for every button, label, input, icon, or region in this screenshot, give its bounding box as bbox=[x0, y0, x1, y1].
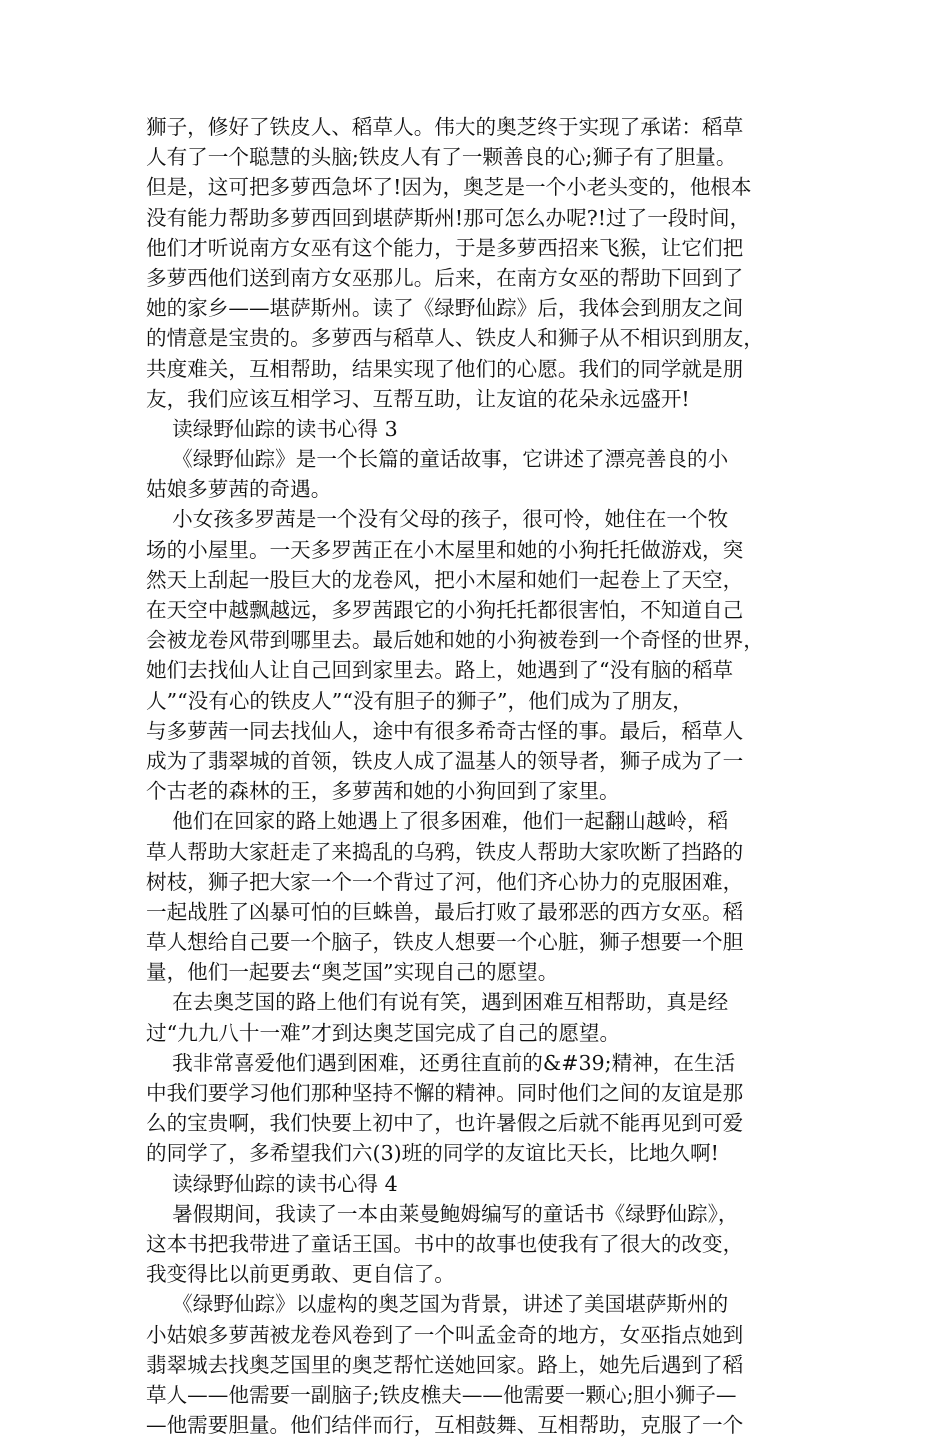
text-line: 的同学了，多希望我们六(3)班的同学的友谊比天长，比地久啊! bbox=[146, 1141, 719, 1166]
text-line: 《绿野仙踪》以虚构的奥芝国为背景，讲述了美国堪萨斯州的 bbox=[146, 1292, 729, 1317]
text-line: 在天空中越飘越远，多罗茜跟它的小狗托托都很害怕，不知道自己 bbox=[146, 598, 744, 622]
text-line: 场的小屋里。一天多罗茜正在小木屋里和她的小狗托托做游戏，突 bbox=[146, 537, 744, 562]
text-line: 成为了翡翠城的首领，铁皮人成了温基人的领导者，狮子成为了一 bbox=[146, 748, 744, 773]
text-line: 我变得比以前更勇敢、更自信了。 bbox=[146, 1262, 455, 1287]
text-line: 他们才听说南方女巫有这个能力，于是多萝西招来飞猴，让它们把 bbox=[146, 235, 744, 260]
text-line: 翡翠城去找奥芝国里的奥芝帮忙送她回家。路上，她先后遇到了稻 bbox=[146, 1352, 744, 1377]
text-line: 小姑娘多萝茜被龙卷风卷到了一个叫孟金奇的地方，女巫指点她到 bbox=[146, 1322, 744, 1347]
text-line: 《绿野仙踪》是一个长篇的童话故事，它讲述了漂亮善良的小 bbox=[146, 447, 729, 472]
text-line: 她的家乡——堪萨斯州。读了《绿野仙踪》后，我体会到朋友之间 bbox=[146, 296, 744, 321]
text-line: 共度难关，互相帮助，结果实现了他们的心愿。我们的同学就是朋 bbox=[146, 356, 744, 381]
text-line: 他们在回家的路上她遇上了很多困难，他们一起翻山越岭，稻 bbox=[146, 809, 729, 834]
text-line: 人”“没有心的铁皮人”“没有胆子的狮子”，他们成为了朋友， bbox=[146, 688, 693, 713]
text-line: 这本书把我带进了童话王国。书中的故事也使我有了很大的改变， bbox=[146, 1231, 744, 1256]
text-line: 暑假期间，我读了一本由莱曼鲍姆编写的童话书《绿野仙踪》， bbox=[146, 1201, 739, 1226]
text-line: 多萝西他们送到南方女巫那儿。后来，在南方女巫的帮助下回到了 bbox=[146, 265, 744, 290]
text-line: —他需要胆量。他们结伴而行，互相鼓舞、互相帮助，克服了一个 bbox=[146, 1413, 744, 1438]
text-line: 狮子，修好了铁皮人、稻草人。伟大的奥芝终于实现了承诺：稻草 bbox=[146, 115, 744, 139]
text-line: 么的宝贵啊，我们快要上初中了，也许暑假之后就不能再见到可爱 bbox=[146, 1111, 744, 1136]
text-line: 但是，这可把多萝西急坏了!因为，奥芝是一个小老头变的，他根本 bbox=[146, 175, 752, 200]
text-line: 草人想给自己要一个脑子，铁皮人想要一个心脏，狮子想要一个胆 bbox=[146, 930, 744, 955]
text-line: 我非常喜爱他们遇到困难，还勇往直前的&#39;精神，在生活 bbox=[146, 1050, 736, 1075]
text-line: 草人——他需要一副脑子;铁皮樵夫——他需要一颗心;胆小狮子— bbox=[146, 1382, 737, 1407]
text-line: 然天上刮起一股巨大的龙卷风，把小木屋和她们一起卷上了天空， bbox=[146, 567, 744, 592]
section-heading: 读绿野仙踪的读书心得 3 bbox=[146, 416, 398, 441]
text-line: 草人帮助大家赶走了来捣乱的乌鸦，铁皮人帮助大家吹断了挡路的 bbox=[146, 839, 744, 864]
text-line: 没有能力帮助多萝西回到堪萨斯州!那可怎么办呢?!过了一段时间， bbox=[146, 205, 751, 230]
document-page bbox=[146, 112, 811, 1440]
text-line: 中我们要学习他们那种坚持不懈的精神。同时他们之间的友谊是那 bbox=[146, 1081, 744, 1105]
text-line: 与多萝茜一同去找仙人，途中有很多希奇古怪的事。最后，稻草人 bbox=[146, 718, 744, 743]
text-line: 她们去找仙人让自己回到家里去。路上，她遇到了“没有脑的稻草 bbox=[146, 658, 734, 683]
text-line: 会被龙卷风带到哪里去。最后她和她的小狗被卷到一个奇怪的世界， bbox=[146, 628, 764, 653]
text-line: 树枝，狮子把大家一个一个背过了河，他们齐心协力的克服困难， bbox=[146, 869, 744, 894]
text-line: 的情意是宝贵的。多萝西与稻草人、铁皮人和狮子从不相识到朋友， bbox=[146, 326, 764, 351]
text-line: 过“九九八十一难”才到达奥芝国完成了自己的愿望。 bbox=[146, 1020, 621, 1045]
text-line: 姑娘多萝茜的奇遇。 bbox=[146, 477, 332, 502]
text-line: 人有了一个聪慧的头脑;铁皮人有了一颗善良的心;狮子有了胆量。 bbox=[146, 145, 737, 170]
text-line: 在去奥芝国的路上他们有说有笑，遇到困难互相帮助，真是经 bbox=[146, 990, 729, 1015]
section-heading: 读绿野仙踪的读书心得 4 bbox=[146, 1171, 398, 1196]
text-line: 小女孩多罗茜是一个没有父母的孩子，很可怜，她住在一个牧 bbox=[146, 507, 729, 532]
text-line: 量，他们一起要去“奥芝国”实现自己的愿望。 bbox=[146, 960, 559, 985]
text-line: 一起战胜了凶暴可怕的巨蛛兽，最后打败了最邪恶的西方女巫。稻 bbox=[146, 899, 744, 924]
text-line: 友，我们应该互相学习、互帮互助，让友谊的花朵永远盛开! bbox=[146, 386, 690, 411]
text-line: 个古老的森林的王，多萝茜和她的小狗回到了家里。 bbox=[146, 779, 620, 804]
